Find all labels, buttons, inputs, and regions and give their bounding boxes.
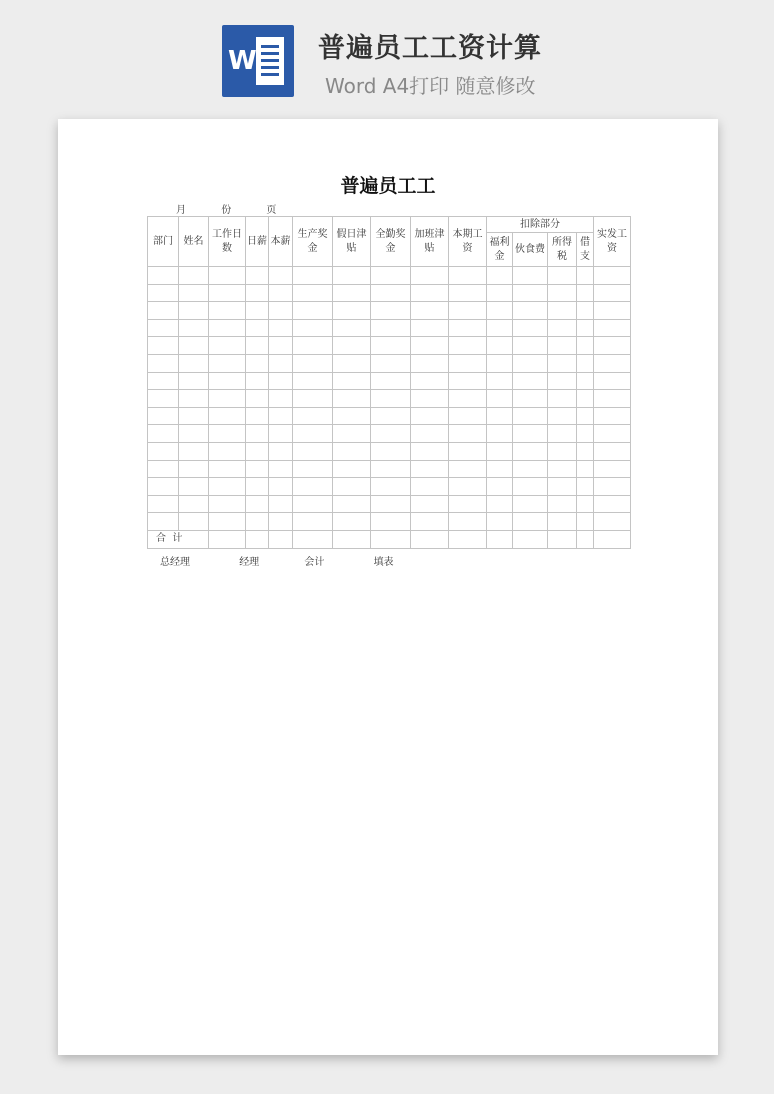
table-cell[interactable]	[487, 337, 513, 355]
table-row	[148, 284, 631, 302]
table-cell[interactable]	[548, 460, 577, 478]
table-cell[interactable]	[293, 372, 333, 390]
signature-line	[160, 553, 394, 568]
table-cell[interactable]	[148, 372, 179, 390]
table-cell[interactable]	[333, 337, 371, 355]
table-cell[interactable]	[179, 460, 209, 478]
table-cell[interactable]	[293, 478, 333, 496]
table-cell[interactable]	[594, 460, 631, 478]
header-net-pay: 实发工资	[594, 217, 631, 267]
table-cell[interactable]	[411, 372, 449, 390]
table-cell[interactable]	[333, 302, 371, 320]
table-cell[interactable]	[269, 460, 293, 478]
payroll-table-body	[148, 267, 631, 531]
table-cell[interactable]	[487, 460, 513, 478]
table-cell[interactable]	[411, 460, 449, 478]
table-cell[interactable]	[209, 425, 246, 443]
table-cell[interactable]	[209, 354, 246, 372]
table-cell[interactable]	[148, 319, 179, 337]
table-cell[interactable]	[209, 372, 246, 390]
table-cell[interactable]	[246, 495, 269, 513]
banner-title: 普遍员工工资计算	[318, 33, 542, 64]
table-cell[interactable]	[209, 302, 246, 320]
table-cell[interactable]	[577, 407, 594, 425]
table-cell[interactable]	[577, 302, 594, 320]
table-cell[interactable]	[594, 302, 631, 320]
table-row	[148, 460, 631, 478]
table-cell[interactable]	[577, 478, 594, 496]
table-cell[interactable]	[577, 267, 594, 285]
table-cell[interactable]	[179, 354, 209, 372]
table-cell[interactable]	[209, 478, 246, 496]
table-cell[interactable]	[209, 284, 246, 302]
header-deductions: 扣除部分	[487, 217, 594, 233]
table-cell[interactable]	[513, 460, 548, 478]
table-cell[interactable]	[246, 513, 269, 531]
table-cell[interactable]	[449, 478, 487, 496]
table-row	[148, 478, 631, 496]
table-cell[interactable]	[269, 442, 293, 460]
table-cell[interactable]	[333, 478, 371, 496]
table-cell[interactable]	[269, 267, 293, 285]
table-cell[interactable]	[209, 319, 246, 337]
table-cell[interactable]	[333, 267, 371, 285]
table-cell[interactable]	[269, 372, 293, 390]
table-cell[interactable]	[594, 513, 631, 531]
table-cell[interactable]	[577, 319, 594, 337]
period-line	[176, 201, 298, 216]
table-cell[interactable]	[293, 425, 333, 443]
table-cell[interactable]	[246, 442, 269, 460]
table-cell[interactable]	[487, 513, 513, 531]
table-cell[interactable]	[148, 337, 179, 355]
table-cell[interactable]	[411, 478, 449, 496]
table-cell[interactable]	[548, 390, 577, 408]
table-cell[interactable]	[513, 442, 548, 460]
table-cell[interactable]	[449, 390, 487, 408]
table-cell[interactable]	[269, 478, 293, 496]
table-cell[interactable]	[513, 337, 548, 355]
table-cell[interactable]	[548, 354, 577, 372]
table-cell[interactable]	[209, 337, 246, 355]
table-cell[interactable]	[513, 267, 548, 285]
signature-manager: 经理	[239, 557, 260, 568]
table-cell[interactable]	[246, 284, 269, 302]
total-row	[148, 530, 631, 548]
table-cell[interactable]	[246, 319, 269, 337]
table-cell[interactable]	[577, 513, 594, 531]
table-cell[interactable]	[179, 267, 209, 285]
table-cell[interactable]	[269, 425, 293, 443]
table-cell[interactable]	[371, 460, 411, 478]
table-cell[interactable]	[513, 513, 548, 531]
table-cell[interactable]	[371, 390, 411, 408]
table-cell[interactable]	[148, 407, 179, 425]
table-cell[interactable]	[293, 267, 333, 285]
table-cell[interactable]	[548, 267, 577, 285]
table-cell[interactable]	[594, 284, 631, 302]
table-row	[148, 407, 631, 425]
period-month: 月	[176, 205, 186, 216]
table-cell[interactable]	[449, 442, 487, 460]
table-cell[interactable]	[333, 513, 371, 531]
table-cell[interactable]	[293, 354, 333, 372]
table-cell[interactable]	[246, 354, 269, 372]
table-row	[148, 302, 631, 320]
table-cell[interactable]	[269, 302, 293, 320]
table-cell[interactable]	[548, 478, 577, 496]
table-cell[interactable]	[449, 513, 487, 531]
table-cell[interactable]	[577, 460, 594, 478]
table-cell[interactable]	[594, 372, 631, 390]
table-cell[interactable]	[333, 372, 371, 390]
table-cell[interactable]	[548, 513, 577, 531]
table-cell[interactable]	[411, 267, 449, 285]
table-cell[interactable]	[148, 302, 179, 320]
table-cell[interactable]	[179, 302, 209, 320]
header-period-wage: 本期工资	[449, 217, 487, 267]
table-cell[interactable]	[246, 372, 269, 390]
table-cell[interactable]	[246, 478, 269, 496]
table-cell[interactable]	[577, 442, 594, 460]
signature-preparer: 填表	[373, 557, 394, 568]
table-cell[interactable]	[179, 425, 209, 443]
table-cell[interactable]	[371, 425, 411, 443]
table-cell[interactable]	[577, 390, 594, 408]
table-cell[interactable]	[487, 354, 513, 372]
header-loan: 借支	[577, 233, 594, 267]
total-label: 合 计	[148, 530, 209, 548]
table-cell[interactable]	[179, 284, 209, 302]
table-cell[interactable]	[449, 372, 487, 390]
table-cell[interactable]	[371, 284, 411, 302]
table-cell[interactable]	[148, 478, 179, 496]
table-cell[interactable]	[179, 442, 209, 460]
table-cell[interactable]	[411, 337, 449, 355]
document-page	[58, 119, 718, 1055]
table-cell[interactable]	[594, 267, 631, 285]
table-cell[interactable]	[487, 478, 513, 496]
table-cell[interactable]	[411, 284, 449, 302]
table-cell[interactable]	[513, 354, 548, 372]
table-cell[interactable]	[371, 354, 411, 372]
table-cell[interactable]	[246, 460, 269, 478]
table-cell[interactable]	[269, 495, 293, 513]
table-cell[interactable]	[333, 495, 371, 513]
table-cell[interactable]	[513, 302, 548, 320]
table-cell[interactable]	[487, 372, 513, 390]
table-cell[interactable]	[449, 302, 487, 320]
table-cell[interactable]	[594, 337, 631, 355]
table-cell[interactable]	[449, 337, 487, 355]
table-cell[interactable]	[577, 372, 594, 390]
period-page: 页	[266, 205, 277, 216]
table-cell[interactable]	[513, 478, 548, 496]
table-cell[interactable]	[449, 319, 487, 337]
table-cell[interactable]	[293, 284, 333, 302]
table-cell[interactable]	[148, 284, 179, 302]
table-cell[interactable]	[487, 390, 513, 408]
table-cell[interactable]	[148, 267, 179, 285]
table-cell[interactable]	[293, 407, 333, 425]
table-cell[interactable]	[179, 495, 209, 513]
table-cell[interactable]	[293, 319, 333, 337]
table-cell[interactable]	[333, 442, 371, 460]
header-work-days: 工作日数	[209, 217, 246, 267]
table-cell[interactable]	[577, 495, 594, 513]
table-cell[interactable]	[371, 372, 411, 390]
table-cell[interactable]	[148, 425, 179, 443]
word-icon-letter: W	[228, 46, 257, 76]
payroll-table	[147, 216, 631, 549]
table-row	[148, 372, 631, 390]
table-cell[interactable]	[293, 513, 333, 531]
table-cell[interactable]	[371, 319, 411, 337]
header-daily-wage: 日薪	[246, 217, 269, 267]
table-cell[interactable]	[411, 319, 449, 337]
table-cell[interactable]	[513, 319, 548, 337]
table-row	[148, 390, 631, 408]
table-cell[interactable]	[269, 284, 293, 302]
table-cell[interactable]	[411, 442, 449, 460]
table-cell[interactable]	[594, 425, 631, 443]
table-cell[interactable]	[293, 495, 333, 513]
table-cell[interactable]	[269, 354, 293, 372]
table-cell[interactable]	[333, 319, 371, 337]
header-name: 姓名	[179, 217, 209, 267]
table-cell[interactable]	[148, 354, 179, 372]
table-cell[interactable]	[411, 354, 449, 372]
table-cell[interactable]	[148, 513, 179, 531]
table-cell[interactable]	[594, 354, 631, 372]
table-row	[148, 267, 631, 285]
table-cell[interactable]	[594, 478, 631, 496]
table-cell[interactable]	[411, 302, 449, 320]
table-row	[148, 425, 631, 443]
table-cell[interactable]	[513, 425, 548, 443]
table-cell[interactable]	[209, 442, 246, 460]
table-cell[interactable]	[487, 407, 513, 425]
table-cell[interactable]	[179, 513, 209, 531]
table-cell[interactable]	[371, 513, 411, 531]
table-cell[interactable]	[209, 267, 246, 285]
table-cell[interactable]	[333, 407, 371, 425]
signature-general-manager: 总经理	[160, 557, 190, 568]
table-cell[interactable]	[449, 284, 487, 302]
table-cell[interactable]	[371, 267, 411, 285]
table-cell[interactable]	[371, 407, 411, 425]
table-cell[interactable]	[269, 337, 293, 355]
table-cell[interactable]	[333, 460, 371, 478]
period-unit: 份	[221, 205, 232, 216]
signature-accountant: 会计	[304, 557, 325, 568]
table-cell[interactable]	[371, 495, 411, 513]
table-cell[interactable]	[246, 267, 269, 285]
header-production-bonus: 生产奖金	[293, 217, 333, 267]
table-cell[interactable]	[577, 284, 594, 302]
table-cell[interactable]	[513, 495, 548, 513]
table-cell[interactable]	[179, 407, 209, 425]
table-cell[interactable]	[269, 390, 293, 408]
table-cell[interactable]	[148, 390, 179, 408]
table-cell[interactable]	[246, 390, 269, 408]
table-cell[interactable]	[371, 302, 411, 320]
table-cell[interactable]	[293, 460, 333, 478]
table-cell[interactable]	[577, 337, 594, 355]
header-income-tax: 所得税	[548, 233, 577, 267]
table-cell[interactable]	[269, 319, 293, 337]
table-cell[interactable]	[548, 302, 577, 320]
table-cell[interactable]	[246, 425, 269, 443]
table-cell[interactable]	[548, 319, 577, 337]
table-cell[interactable]	[577, 354, 594, 372]
table-cell[interactable]	[179, 372, 209, 390]
table-cell[interactable]	[548, 425, 577, 443]
table-cell[interactable]	[449, 354, 487, 372]
table-cell[interactable]	[411, 407, 449, 425]
table-cell[interactable]	[449, 407, 487, 425]
table-cell[interactable]	[449, 495, 487, 513]
table-cell[interactable]	[246, 302, 269, 320]
table-cell[interactable]	[148, 460, 179, 478]
table-cell[interactable]	[548, 284, 577, 302]
table-cell[interactable]	[293, 442, 333, 460]
table-cell[interactable]	[148, 495, 179, 513]
table-cell[interactable]	[209, 460, 246, 478]
table-cell[interactable]	[411, 513, 449, 531]
table-cell[interactable]	[333, 354, 371, 372]
table-cell[interactable]	[371, 478, 411, 496]
table-cell[interactable]	[513, 407, 548, 425]
table-cell[interactable]	[487, 495, 513, 513]
table-cell[interactable]	[246, 407, 269, 425]
table-cell[interactable]	[293, 390, 333, 408]
header-meal-fee: 伙食费	[513, 233, 548, 267]
table-row	[148, 319, 631, 337]
table-cell[interactable]	[449, 425, 487, 443]
table-cell[interactable]	[371, 442, 411, 460]
table-cell[interactable]	[594, 495, 631, 513]
banner-subtitle: Word A4打印 随意修改	[325, 74, 536, 98]
table-cell[interactable]	[209, 407, 246, 425]
table-cell[interactable]	[411, 495, 449, 513]
header-welfare-fund: 福利金	[487, 233, 513, 267]
table-cell[interactable]	[487, 267, 513, 285]
table-cell[interactable]	[293, 302, 333, 320]
table-cell[interactable]	[179, 337, 209, 355]
table-cell[interactable]	[594, 442, 631, 460]
table-cell[interactable]	[594, 319, 631, 337]
table-row	[148, 354, 631, 372]
table-cell[interactable]	[577, 425, 594, 443]
document-title: 普遍员工工	[340, 175, 436, 197]
table-cell[interactable]	[179, 478, 209, 496]
table-row	[148, 442, 631, 460]
table-cell[interactable]	[449, 267, 487, 285]
header-base-wage: 本薪	[269, 217, 293, 267]
table-cell[interactable]	[371, 337, 411, 355]
table-cell[interactable]	[449, 460, 487, 478]
table-cell[interactable]	[513, 390, 548, 408]
word-icon	[222, 25, 294, 97]
table-cell[interactable]	[594, 407, 631, 425]
table-cell[interactable]	[333, 425, 371, 443]
table-cell[interactable]	[293, 337, 333, 355]
table-cell[interactable]	[594, 390, 631, 408]
table-cell[interactable]	[487, 425, 513, 443]
table-row	[148, 337, 631, 355]
table-cell[interactable]	[548, 337, 577, 355]
table-cell[interactable]	[513, 372, 548, 390]
table-cell[interactable]	[209, 513, 246, 531]
table-row	[148, 495, 631, 513]
header-banner	[0, 0, 774, 110]
table-cell[interactable]	[487, 302, 513, 320]
table-cell[interactable]	[487, 319, 513, 337]
table-cell[interactable]	[548, 407, 577, 425]
table-cell[interactable]	[209, 390, 246, 408]
table-cell[interactable]	[269, 513, 293, 531]
header-overtime-allowance: 加班津贴	[411, 217, 449, 267]
table-cell[interactable]	[411, 425, 449, 443]
table-cell[interactable]	[269, 407, 293, 425]
table-cell[interactable]	[487, 442, 513, 460]
table-cell[interactable]	[179, 319, 209, 337]
table-cell[interactable]	[148, 442, 179, 460]
table-cell[interactable]	[513, 284, 548, 302]
table-cell[interactable]	[548, 372, 577, 390]
header-department: 部门	[148, 217, 179, 267]
table-cell[interactable]	[333, 284, 371, 302]
table-cell[interactable]	[246, 337, 269, 355]
header-attendance-bonus: 全勤奖金	[371, 217, 411, 267]
table-cell[interactable]	[548, 442, 577, 460]
table-cell[interactable]	[179, 390, 209, 408]
table-cell[interactable]	[209, 495, 246, 513]
header-holiday-allowance: 假日津贴	[333, 217, 371, 267]
table-row	[148, 513, 631, 531]
table-cell[interactable]	[487, 284, 513, 302]
table-cell[interactable]	[548, 495, 577, 513]
table-cell[interactable]	[411, 390, 449, 408]
table-cell[interactable]	[333, 390, 371, 408]
